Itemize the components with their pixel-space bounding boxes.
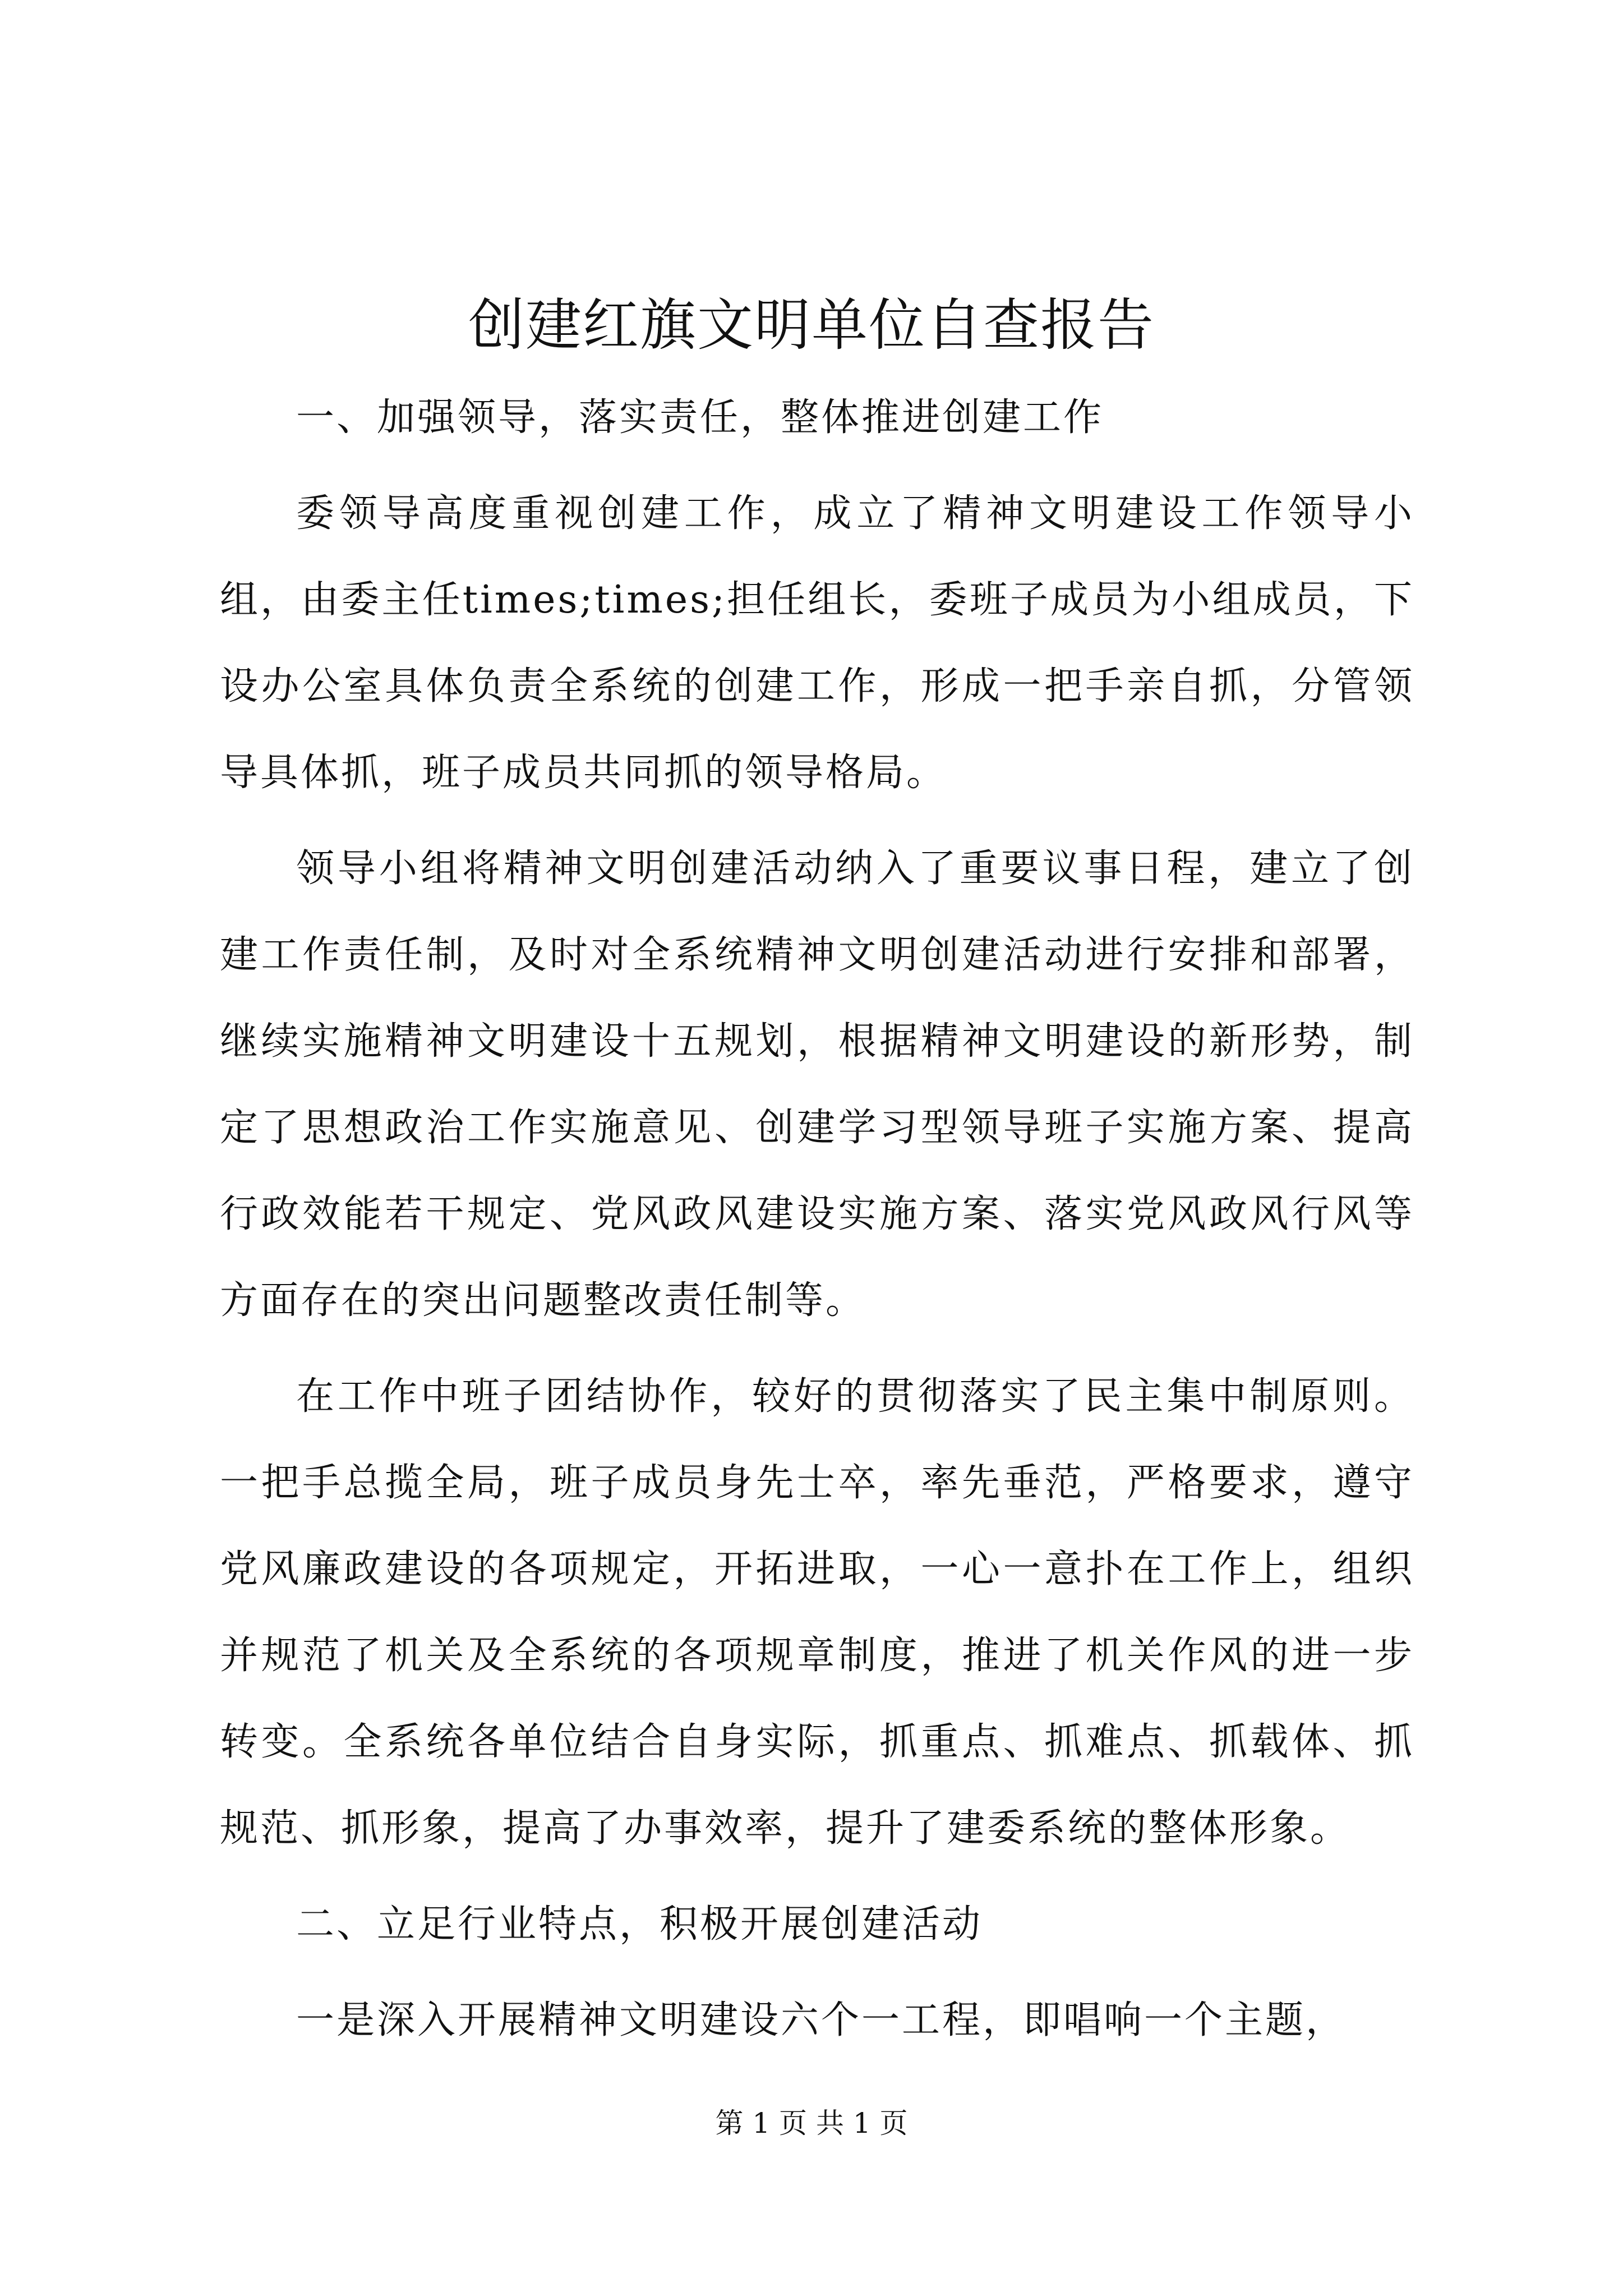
document-title: 创建红旗文明单位自查报告 — [468, 292, 1155, 358]
body-paragraph: 在工作中班子团结协作，较好的贯彻落实了民主集中制原则。一把手总揽全局，班子成员身先士卒，率先垂范，严格要求，遵守党风廉政建设的各项规定，开拓进取，一心一意扑在工作上，组织并规范了机关及全系统的各项规章制度，推进了机关作风的进一步转变。全系统各单位结合自身实际，抓重点、抓难点、抓载体、抓规范、抓形象，提高了办事效率，提升了建委系统的整体形象。 — [220, 1374, 1414, 1851]
body-paragraph: 委领导高度重视创建工作，成立了精神文明建设工作领导小组，由委主任times;times;担任组长，委班子成员为小组成员，下设办公室具体负责全系统的创建工作，形成一把手亲自抓，分管领导具体抓，班子成员共同抓的领导格局。 — [220, 491, 1414, 795]
page-footer: 第 1 页 共 1 页 — [715, 2107, 908, 2139]
document-body — [220, 375, 1414, 2073]
section-heading-2: 二、立足行业特点，积极开展创建活动 — [296, 1902, 983, 1947]
section-heading-1: 一、加强领导，落实责任，整体推进创建工作 — [296, 395, 1104, 440]
body-paragraph: 一是深入开展精神文明建设六个一工程，即唱响一个主题， — [296, 1998, 1347, 2042]
body-paragraph: 领导小组将精神文明创建活动纳入了重要议事日程，建立了创建工作责任制，及时对全系统精神文明创建活动进行安排和部署，继续实施精神文明建设十五规划，根据精神文明建设的新形势，制定了思想政治工作实施意见、创建学习型领导班子实施方案、提高行政效能若干规定、党风政风建设实施方案、落实党风政风行风等方面存在的突出问题整改责任制等。 — [220, 846, 1414, 1323]
